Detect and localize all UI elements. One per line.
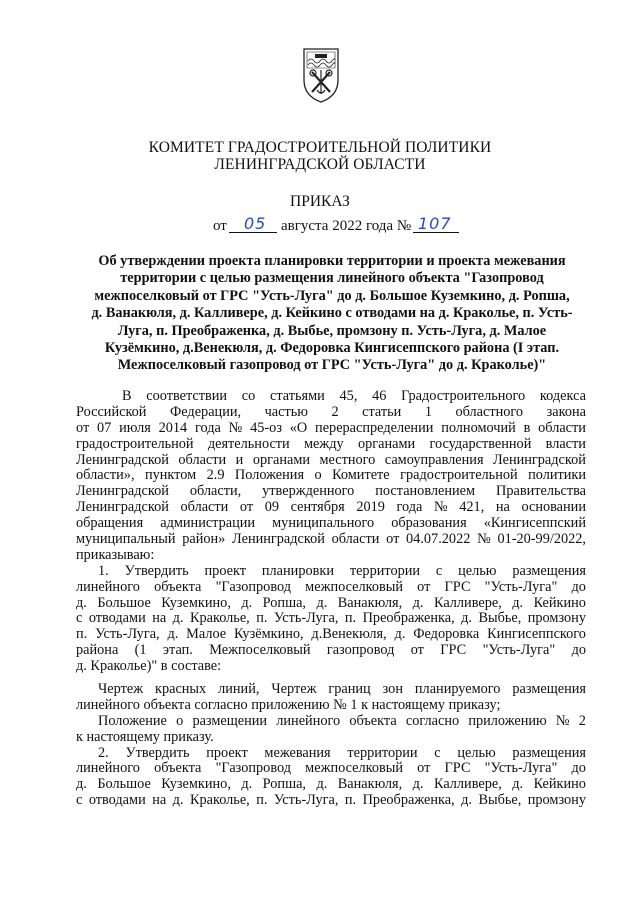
handwritten-day: 05	[244, 214, 267, 233]
body-line: д. Большое Куземкино, д. Ропша, д. Ванакюля, д. Калливере, д. Кейкино	[76, 594, 586, 611]
body-line: приказываю:	[76, 546, 155, 563]
title-line: межпоселковый от ГРС "Усть-Луга" до д. Большое Куземкино, д. Ропша,	[94, 287, 570, 304]
body-line: градостроительной деятельности между органами государственной власти	[76, 435, 586, 452]
body-line: 2. Утвердить проект межевания территории с целью размещения	[98, 744, 586, 761]
order-title	[76, 253, 588, 375]
title-line: Об утверждении проекта планировки территории и проекта межевания	[98, 253, 566, 269]
body-line: Ленинградской области, утвержденного постановлением Правительства	[76, 483, 586, 500]
body-line: с отводами на д. Краколье, п. Усть-Луга, п. Преображенка, д. Выбье, промзону	[76, 610, 586, 627]
body-line: с отводами на д. Краколье, п. Усть-Луга, п. Преображенка, д. Выбье, промзону	[76, 792, 586, 809]
item-2-paragraph	[76, 746, 586, 810]
preamble-paragraph	[76, 389, 586, 564]
handwritten-number: 107	[418, 214, 452, 233]
date-prefix: от	[213, 218, 227, 234]
order-body	[76, 389, 586, 809]
body-line: д. Краколье)" в составе:	[76, 658, 222, 675]
body-line: д. Большое Куземкино, д. Ропша, д. Ванакюля, д. Калливере, д. Кейкино	[76, 776, 586, 793]
body-line: линейного объекта "Газопровод межпоселковый от ГРС "Усть-Луга" до	[76, 760, 586, 777]
body-line: Чертеж красных линий, Чертеж границ зон планируемого размещения	[98, 681, 586, 698]
organization-name-line-1: КОМИТЕТ ГРАДОСТРОИТЕЛЬНОЙ ПОЛИТИКИ	[148, 139, 492, 156]
body-line: Ленинградской области и органами местного самоуправления Ленинградской	[76, 451, 586, 468]
body-line: области», пунктом 2.9 Положения о Комитете градостроительной политики	[76, 467, 586, 484]
body-line: Ленинградской области от 09 сентября 2019 года № 421, на основании	[76, 499, 586, 516]
body-line: муниципальный район» Ленинградской области от 04.07.2022 № 01-20-99/2022,	[76, 531, 586, 548]
title-line: территории с целью размещения линейного объекта "Газопровод	[120, 270, 544, 287]
item-1-sub-2-paragraph	[76, 714, 586, 746]
body-line: В соответствии со статьями 45, 46 Градостроительного кодекса	[122, 388, 586, 404]
body-line: п. Усть-Луга, д. Малое Кузёмкино, д.Венекюля, д. Федоровка Кингисеппского	[76, 626, 586, 643]
organization-name-line-2: ЛЕНИНГРАДСКОЙ ОБЛАСТИ	[214, 156, 426, 173]
body-line: Положение о размещении линейного объекта согласно приложению № 2	[98, 712, 586, 729]
body-line: от 07 июля 2014 года № 45-оз «О перераспределении полномочий в области	[76, 419, 586, 436]
date-month-year: августа 2022 года №	[281, 218, 412, 234]
document-type: ПРИКАЗ	[290, 193, 350, 210]
title-line: Межпоселковый газопровод от ГРС "Усть-Луга" до д. Краколье)"	[117, 357, 547, 374]
title-line: Кузёмкино, д.Венекюля, д. Федоровка Кингисеппского района (I этап.	[104, 340, 560, 357]
title-line: Луга, п. Преображенка, д. Выбье, промзону п. Усть-Луга, д. Малое	[117, 322, 547, 339]
body-line: к настоящему приказу.	[76, 728, 214, 745]
body-line: района (1 этап. Межпоселковый газопровод от ГРС "Усть-Луга" до	[76, 642, 586, 659]
body-line: линейного объекта согласно приложению № 1 к настоящему приказу;	[76, 696, 501, 713]
coat-of-arms-emblem	[301, 46, 341, 104]
body-line: 1. Утвердить проект планировки территории с целью размещения	[98, 562, 586, 579]
title-line: д. Ванакюля, д. Калливере, д. Кейкино с отводами на д. Краколье, п. Усть-	[91, 305, 573, 322]
item-1-sub-1-paragraph	[76, 682, 586, 714]
body-line: обращения администрации муниципального образования «Кингисеппский	[76, 515, 586, 532]
item-1-paragraph	[76, 564, 586, 675]
body-line: Российской Федерации, частью 2 статьи 1 областного закона	[76, 403, 586, 420]
body-line: линейного объекта "Газопровод межпоселковый от ГРС "Усть-Луга" до	[76, 578, 586, 595]
